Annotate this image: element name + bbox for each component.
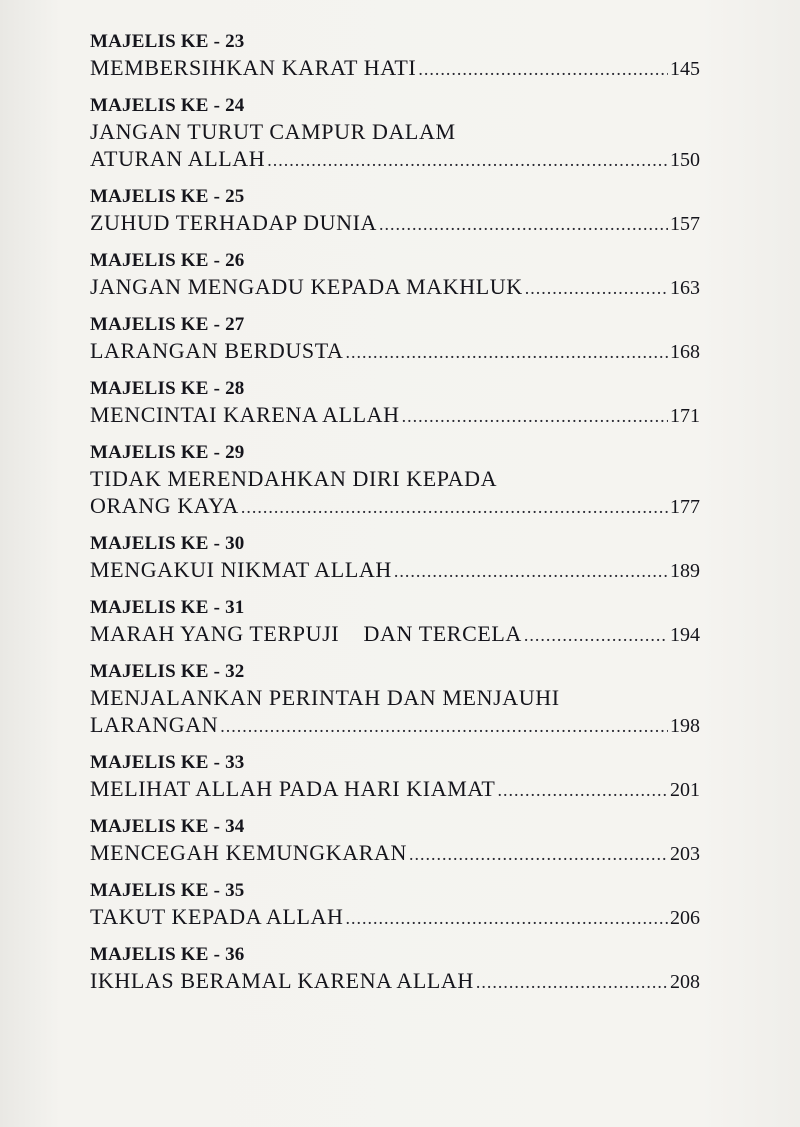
toc-title-row — [90, 775, 700, 804]
page-number: 168 — [670, 341, 700, 363]
chapter-title: MENCEGAH KEMUNGKARAN — [90, 840, 407, 865]
toc-title-row — [90, 209, 700, 238]
toc-title-row — [90, 711, 700, 740]
toc-title-row — [90, 492, 700, 521]
chapter-title: MENGAKUI NIKMAT ALLAH — [90, 557, 392, 582]
toc-entry — [90, 532, 700, 585]
toc-entry — [90, 943, 700, 996]
chapter-title: LARANGAN — [90, 712, 219, 737]
toc-entry — [90, 441, 700, 521]
toc-title-row — [90, 401, 700, 430]
toc-entry — [90, 879, 700, 932]
toc-entry — [90, 596, 700, 649]
toc-title-row — [90, 967, 700, 996]
chapter-heading: MAJELIS KE - 27 — [90, 314, 245, 335]
chapter-title: JANGAN MENGADU KEPADA MAKHLUK — [90, 274, 523, 299]
page-number: 203 — [670, 843, 700, 865]
chapter-title-line: MENJALANKAN PERINTAH DAN MENJAUHI — [90, 685, 560, 710]
page-number: 194 — [670, 624, 700, 646]
page-number: 208 — [670, 971, 700, 993]
chapter-title: ORANG KAYA — [90, 493, 239, 518]
toc-entry — [90, 377, 700, 430]
table-of-contents — [90, 30, 700, 996]
dot-leader — [402, 403, 668, 430]
chapter-heading: MAJELIS KE - 25 — [90, 186, 245, 207]
toc-entry — [90, 94, 700, 174]
page-number: 150 — [670, 149, 700, 171]
toc-title-row — [90, 839, 700, 868]
dot-leader — [346, 339, 669, 366]
chapter-title-line: JANGAN TURUT CAMPUR DALAM — [90, 119, 456, 144]
dot-leader — [394, 558, 668, 585]
toc-entry — [90, 313, 700, 366]
toc-title-row — [90, 337, 700, 366]
dot-leader — [346, 905, 669, 932]
chapter-heading: MAJELIS KE - 26 — [90, 250, 245, 271]
dot-leader — [476, 969, 668, 996]
dot-leader — [524, 622, 668, 649]
dot-leader — [220, 713, 668, 740]
page-number: 189 — [670, 560, 700, 582]
toc-title-row — [90, 620, 700, 649]
page-number: 171 — [670, 405, 700, 427]
chapter-heading: MAJELIS KE - 31 — [90, 597, 245, 618]
dot-leader — [525, 275, 668, 302]
page-number: 198 — [670, 715, 700, 737]
chapter-heading: MAJELIS KE - 24 — [90, 95, 245, 116]
page-number: 177 — [670, 496, 700, 518]
chapter-heading: MAJELIS KE - 33 — [90, 752, 245, 773]
dot-leader — [409, 841, 668, 868]
dot-leader — [497, 777, 668, 804]
chapter-title: MELIHAT ALLAH PADA HARI KIAMAT — [90, 776, 496, 801]
toc-entry — [90, 660, 700, 740]
page-number: 201 — [670, 779, 700, 801]
chapter-heading: MAJELIS KE - 34 — [90, 816, 245, 837]
page-number: 206 — [670, 907, 700, 929]
toc-entry — [90, 249, 700, 302]
chapter-title-line: TIDAK MERENDAHKAN DIRI KEPADA — [90, 466, 498, 491]
toc-title-row — [90, 145, 700, 174]
chapter-heading: MAJELIS KE - 30 — [90, 533, 245, 554]
dot-leader — [379, 211, 668, 238]
chapter-title: MENCINTAI KARENA ALLAH — [90, 402, 400, 427]
chapter-heading: MAJELIS KE - 35 — [90, 880, 245, 901]
chapter-heading: MAJELIS KE - 28 — [90, 378, 245, 399]
chapter-heading: MAJELIS KE - 23 — [90, 31, 245, 52]
toc-title-row — [90, 54, 700, 83]
chapter-title: IKHLAS BERAMAL KARENA ALLAH — [90, 968, 474, 993]
chapter-title: ATURAN ALLAH — [90, 146, 266, 171]
chapter-heading: MAJELIS KE - 29 — [90, 442, 245, 463]
toc-title-row — [90, 556, 700, 585]
chapter-title: TAKUT KEPADA ALLAH — [90, 904, 344, 929]
chapter-title: MARAH YANG TERPUJI DAN TERCELA — [90, 621, 522, 646]
dot-leader — [267, 147, 668, 174]
toc-title-row — [90, 273, 700, 302]
chapter-title: MEMBERSIHKAN KARAT HATI — [90, 55, 417, 80]
chapter-title: LARANGAN BERDUSTA — [90, 338, 344, 363]
chapter-heading: MAJELIS KE - 36 — [90, 944, 245, 965]
chapter-title: ZUHUD TERHADAP DUNIA — [90, 210, 377, 235]
toc-entry — [90, 815, 700, 868]
toc-title-row — [90, 903, 700, 932]
chapter-heading: MAJELIS KE - 32 — [90, 661, 245, 682]
page-number: 163 — [670, 277, 700, 299]
dot-leader — [241, 494, 668, 521]
toc-entry — [90, 185, 700, 238]
toc-entry — [90, 30, 700, 83]
dot-leader — [418, 56, 668, 83]
toc-entry — [90, 751, 700, 804]
page-number: 157 — [670, 213, 700, 235]
page-number: 145 — [670, 58, 700, 80]
